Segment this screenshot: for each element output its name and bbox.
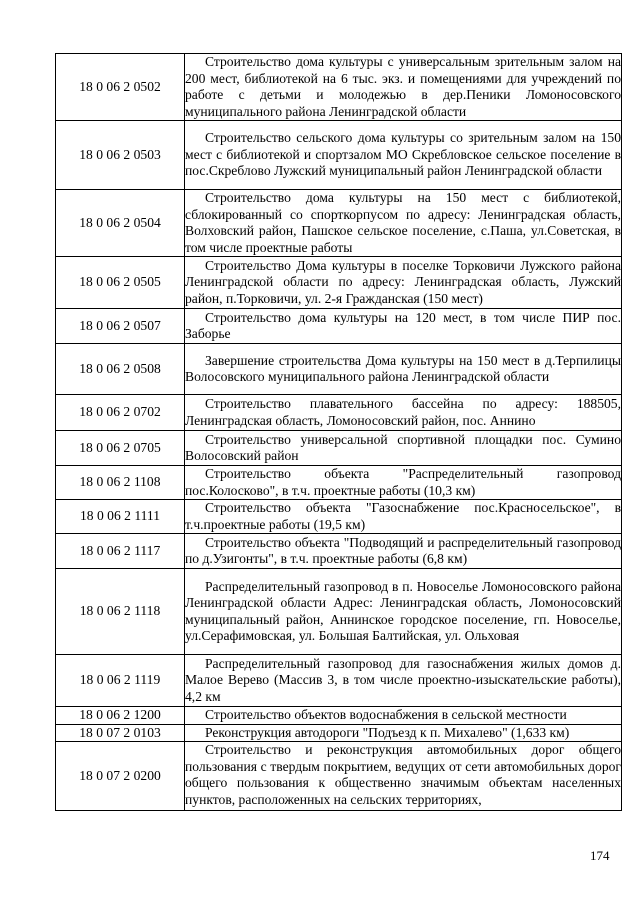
description-cell (185, 655, 622, 707)
table-row (56, 54, 622, 121)
budget-code-cell: 18 0 06 2 0504 (56, 190, 185, 257)
description-text: Завершение строительства Дома культуры на 150 мест в д.Терпилицы Волосовского муниципального района Ленинградской области (185, 352, 621, 384)
description-text: Строительство объекта "Распределительный газопровод пос.Колосково", в т.ч. проектные работы (10,3 км) (185, 466, 621, 498)
table-row (56, 534, 622, 569)
table-row (56, 742, 622, 811)
page-number: 174 (590, 848, 610, 863)
budget-code-cell: 18 0 06 2 0508 (56, 344, 185, 395)
table-row (56, 707, 622, 725)
table-row (56, 309, 622, 344)
description-cell (185, 395, 622, 431)
budget-code-cell: 18 0 06 2 0503 (56, 121, 185, 190)
description-text: Распределительный газопровод в п. Новоселье Ломоносовского района Ленинградской области Адрес: Ленинградская область, Ломоносовский муниципальный район, Аннинское городское поселение, гп. Новоселье, ул.Серафимовская, ул. Большая Балтийская, ул. Ольховая (185, 578, 621, 643)
budget-code-cell: 18 0 06 2 0502 (56, 54, 185, 121)
description-cell (185, 344, 622, 395)
budget-code-cell: 18 0 06 2 1200 (56, 707, 185, 725)
budget-code-cell: 18 0 06 2 1118 (56, 569, 185, 655)
budget-table-body (56, 54, 622, 811)
table-row (56, 569, 622, 655)
table-row (56, 431, 622, 466)
table-row (56, 466, 622, 500)
description-text: Строительство дома культуры на 150 мест с библиотекой, сблокированный со спорткорпусом по адресу: Ленинградская область, Волховский район, Пашское сельское поселение, с.Паша, ул.Советская, в том числе проектные работы (185, 190, 621, 255)
budget-code-cell: 18 0 06 2 1108 (56, 466, 185, 500)
description-text: Строительство объекта "Подводящий и распределительный газопровод по д.Узигонты", в т.ч. проектные работы (6,8 км) (185, 534, 621, 566)
budget-code-cell: 18 0 06 2 1117 (56, 534, 185, 569)
description-cell (185, 534, 622, 569)
budget-code-cell: 18 0 06 2 0702 (56, 395, 185, 431)
table-row (56, 121, 622, 190)
budget-code-cell: 18 0 07 2 0103 (56, 724, 185, 742)
description-cell (185, 121, 622, 190)
description-text: Строительство и реконструкция автомобильных дорог общего пользования с твердым покрытием, ведущих от сети автомобильных дорог общего пользования к общественно значимым объектам населенных пунктов, расположенных на сельских территориях, (185, 742, 621, 807)
budget-code-cell: 18 0 06 2 0705 (56, 431, 185, 466)
description-cell (185, 466, 622, 500)
description-text: Строительство сельского дома культуры со зрительным залом на 150 мест с библиотекой и спортзалом МО Скребловское сельское поселение в пос.Скреблово Лужский муниципальный район Ленинградской области (185, 130, 621, 179)
description-cell (185, 54, 622, 121)
description-cell (185, 257, 622, 309)
table-row (56, 344, 622, 395)
description-text: Строительство универсальной спортивной площадки пос. Сумино Волосовский район (185, 431, 621, 463)
description-cell (185, 724, 622, 742)
table-row (56, 257, 622, 309)
description-text: Строительство объектов водоснабжения в сельской местности (205, 707, 567, 722)
budget-code-cell: 18 0 06 2 0507 (56, 309, 185, 344)
description-text: Строительство объекта "Газоснабжение пос.Красносельское", в т.ч.проектные работы (19,5 км) (185, 500, 621, 532)
description-text: Строительство Дома культуры в поселке Торковичи Лужского района Ленинградской области по адресу: Ленинградская область, Лужский район, п.Торковичи, ул. 2-я Гражданская (150 мест) (185, 257, 621, 306)
table-row (56, 500, 622, 534)
budget-table (55, 53, 622, 811)
description-cell (185, 707, 622, 725)
budget-code-cell: 18 0 06 2 1119 (56, 655, 185, 707)
description-text: Строительство дома культуры с универсальным зрительным залом на 200 мест, библиотекой на 6 тыс. экз. и помещениями для учреждений по работе с детьми и молодежью в дер.Пеники Ломоносовского муниципального района Ленинградской области (185, 54, 621, 119)
description-cell (185, 190, 622, 257)
description-cell (185, 569, 622, 655)
budget-code-cell: 18 0 07 2 0200 (56, 742, 185, 811)
description-text: Строительство дома культуры на 120 мест, в том числе ПИР пос. Заборье (185, 309, 621, 341)
description-text: Реконструкция автодороги "Подъезд к п. Михалево" (1,633 км) (205, 724, 570, 740)
budget-code-cell: 18 0 06 2 0505 (56, 257, 185, 309)
description-text: Строительство плавательного бассейна по адресу: 188505, Ленинградская область, Ломоносовский район, пос. Аннино (185, 396, 621, 428)
budget-code-cell: 18 0 06 2 1111 (56, 500, 185, 534)
description-text: Распределительный газопровод для газоснабжения жилых домов д. Малое Верево (Массив 3, в том числе проектно-изыскательские работы), 4,2 км (185, 655, 621, 704)
table-row (56, 724, 622, 742)
description-cell (185, 431, 622, 466)
description-cell (185, 500, 622, 534)
table-row (56, 655, 622, 707)
table-row (56, 395, 622, 431)
table-row (56, 190, 622, 257)
description-cell (185, 742, 622, 811)
description-cell (185, 309, 622, 344)
